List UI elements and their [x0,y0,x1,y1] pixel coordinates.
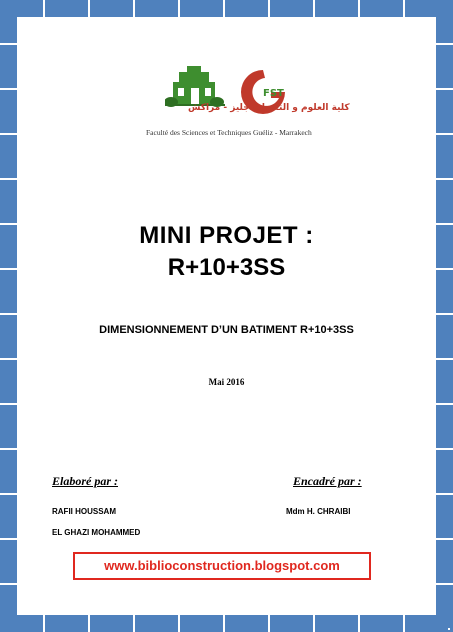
document-title-line1: MINI PROJET : [139,222,314,249]
border-segment [0,0,17,43]
border-segment [0,315,17,358]
border-segment [436,495,453,538]
border-segment [0,450,17,493]
border-segment [45,615,88,632]
border-segment [0,90,17,133]
right-border [436,0,453,632]
left-border [0,0,17,632]
border-segment [360,0,403,17]
document-title-line2: R+10+3SS [167,254,286,281]
border-segment [0,585,17,628]
border-segment [135,0,178,17]
border-segment [45,0,88,17]
border-segment [436,45,453,88]
border-segment [436,135,453,178]
border-segment [270,615,313,632]
border-segment [90,615,133,632]
website-link[interactable]: www.biblioconstruction.blogspot.com [73,552,371,580]
bottom-border [0,615,453,632]
university-arabic-name: كلية العلوم و التقنيات جليز - مراكش [188,103,350,113]
border-segment [0,45,17,88]
border-segment [180,615,223,632]
border-segment [270,0,313,17]
document-subtitle: DIMENSIONNEMENT D’UN BATIMENT R+10+3SS [99,324,354,336]
building-icon [165,66,225,107]
prepared-by-label: Elaboré par : [52,474,118,488]
border-segment [225,0,268,17]
border-segment [315,615,358,632]
border-segment [436,450,453,493]
border-segment [0,540,17,583]
supervised-by-label: Encadré par : [293,474,362,488]
border-segment [135,615,178,632]
top-border [0,0,453,17]
border-segment [436,540,453,583]
border-segment [0,405,17,448]
university-french-name: Faculté des Sciences et Techniques Guéliz - Marrakech [146,128,312,137]
fst-badge-text: FST [263,88,284,99]
border-segment [180,0,223,17]
border-segment [436,0,453,43]
border-segment [360,615,403,632]
border-segment [90,0,133,17]
author-name: RAFII HOUSSAM [52,507,116,516]
border-segment [225,615,268,632]
border-segment [436,405,453,448]
border-segment [0,495,17,538]
author-name: EL GHAZI MOHAMMED [52,528,141,537]
border-segment [436,585,453,628]
border-segment [436,180,453,223]
border-segment [436,315,453,358]
border-segment [436,90,453,133]
border-segment [315,0,358,17]
border-segment [0,135,17,178]
supervisor-name: Mdm H. CHRAIBI [286,507,351,516]
border-segment [0,180,17,223]
document-date: Mai 2016 [208,377,245,387]
